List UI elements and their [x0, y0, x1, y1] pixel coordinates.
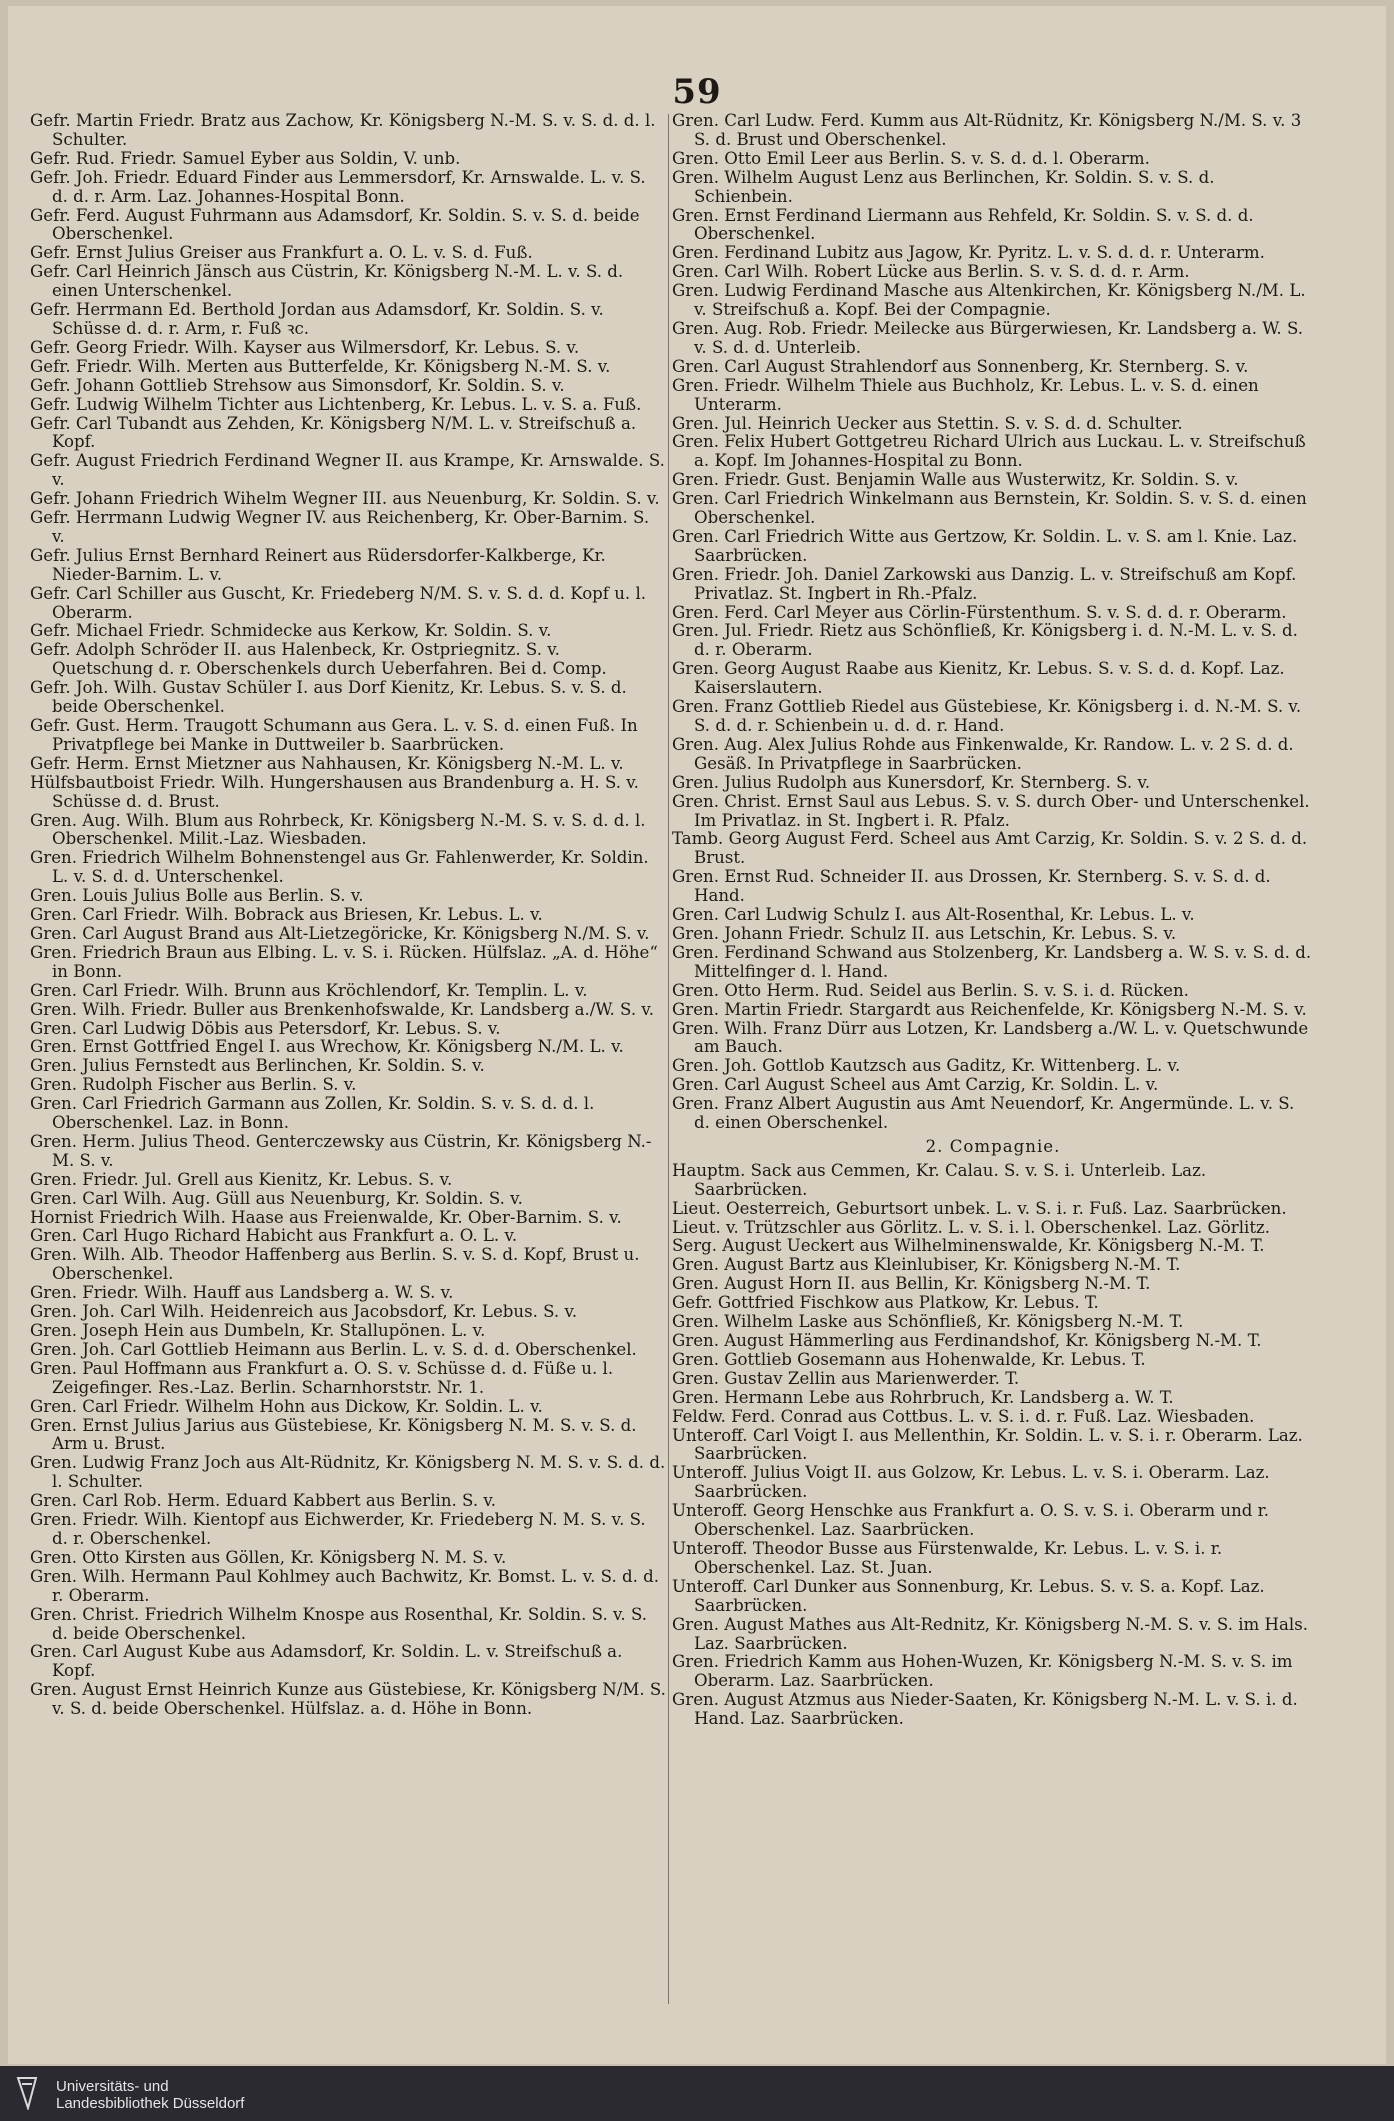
list-entry: Gefr. Herm. Ernst Mietzner aus Nahhausen, Kr. Königsberg N.-M. L. v.: [30, 753, 624, 773]
list-entry: Gren. Ernst Gottfried Engel I. aus Wrechow, Kr. Königsberg N./M. L. v.: [30, 1037, 624, 1057]
list-entry: Gefr. Joh. Wilh. Gustav Schüler I. aus Dorf Kienitz, Kr. Lebus. S. v. S. d. beide Oberschenkel.: [30, 678, 627, 717]
list-entry: Lieut. v. Trützschler aus Görlitz. L. v. S. i. l. Oberschenkel. Laz. Görlitz.: [672, 1217, 1271, 1237]
list-entry: Hornist Friedrich Wilh. Haase aus Freienwalde, Kr. Ober-Barnim. S. v.: [30, 1207, 622, 1227]
list-entry: Gefr. August Friedrich Ferdinand Wegner II. aus Krampe, Kr. Arnswalde. S. v.: [30, 451, 665, 490]
list-entry: Gefr. Carl Heinrich Jänsch aus Cüstrin, Kr. Königsberg N.-M. L. v. S. d. einen Unterschenkel.: [30, 262, 624, 301]
list-entry: Gren. Friedrich Kamm aus Hohen-Wuzen, Kr. Königsberg N.-M. S. v. S. im Oberarm. Laz. Saarbrücken.: [672, 1652, 1293, 1691]
list-entry: Gren. Ludwig Ferdinand Masche aus Altenkirchen, Kr. Königsberg N./M. L. v. Streifschuß a. Kopf. Bei der Compagnie.: [672, 281, 1306, 320]
list-entry: Gren. Carl Rob. Herm. Eduard Kabbert aus Berlin. S. v.: [30, 1491, 497, 1511]
footer-line-2: Landesbibliothek Düsseldorf: [56, 2095, 245, 2112]
list-entry: Gren. Carl Wilh. Robert Lücke aus Berlin. S. v. S. d. d. r. Arm.: [672, 262, 1190, 282]
column-divider: [668, 114, 669, 2004]
list-entry: Gren. Carl Hugo Richard Habicht aus Frankfurt a. O. L. v.: [30, 1226, 518, 1246]
list-entry: Gefr. Georg Friedr. Wilh. Kayser aus Wilmersdorf, Kr. Lebus. S. v.: [30, 337, 580, 357]
list-entry: Gren. Christ. Ernst Saul aus Lebus. S. v. S. durch Ober- und Unterschenkel. Im Privatlaz. in St. Ingbert i. R. Pfalz.: [672, 791, 1310, 830]
list-entry: Gren. Gustav Zellin aus Marienwerder. T.: [672, 1368, 1020, 1388]
list-entry: Gren. Otto Emil Leer aus Berlin. S. v. S. d. d. l. Oberarm.: [672, 148, 1150, 168]
list-entry: Gren. Carl Friedrich Garmann aus Zollen, Kr. Soldin. S. v. S. d. d. l. Oberschenkel. Laz. in Bonn.: [30, 1094, 595, 1133]
list-entry: Gren. Jul. Friedr. Rietz aus Schönfließ, Kr. Königsberg i. d. N.-M. L. v. S. d. d. r. Oberarm.: [672, 621, 1298, 660]
list-entry: Gefr. Carl Schiller aus Guscht, Kr. Friedeberg N/M. S. v. S. d. d. Kopf u. l. Oberarm.: [30, 583, 647, 622]
list-entry: Gren. August Hämmerling aus Ferdinandshof, Kr. Königsberg N.-M. T.: [672, 1331, 1262, 1350]
list-entry: Gren. August Horn II. aus Bellin, Kr. Königsberg N.-M. T.: [672, 1274, 1151, 1294]
list-entry: Gren. Aug. Wilh. Blum aus Rohrbeck, Kr. Königsberg N.-M. S. v. S. d. d. l. Oberschenkel. Milit.-Laz. Wiesbaden.: [30, 810, 646, 849]
list-entry: Serg. August Ueckert aus Wilhelminenswalde, Kr. Königsberg N.-M. T.: [672, 1236, 1265, 1256]
list-entry: Feldw. Ferd. Conrad aus Cottbus. L. v. S. i. d. r. Fuß. Laz. Wiesbaden.: [672, 1406, 1255, 1426]
list-entry: Gren. Aug. Rob. Friedr. Meilecke aus Bürgerwiesen, Kr. Landsberg a. W. S. v. S. d. d. Unterleib.: [672, 318, 1304, 357]
list-entry: Gefr. Friedr. Wilh. Merten aus Butterfelde, Kr. Königsberg N.-M. S. v.: [30, 356, 611, 376]
list-entry: Gefr. Ferd. August Fuhrmann aus Adamsdorf, Kr. Soldin. S. v. S. d. beide Oberschenkel.: [30, 205, 640, 244]
list-entry: Gren. Joseph Hein aus Dumbeln, Kr. Stallupönen. L. v.: [30, 1321, 486, 1340]
list-entry: Gefr. Gust. Herm. Traugott Schumann aus Gera. L. v. S. d. einen Fuß. In Privatpflege bei Manke in Duttweiler b. Saarbrücken.: [30, 716, 638, 754]
list-entry: Unteroff. Carl Dunker aus Sonnenburg, Kr. Lebus. S. v. S. a. Kopf. Laz. Saarbrücken.: [672, 1576, 1265, 1615]
list-entry: Hauptm. Sack aus Cemmen, Kr. Calau. S. v. S. i. Unterleib. Laz. Saarbrücken.: [672, 1160, 1207, 1199]
list-entry: Gefr. Michael Friedr. Schmidecke aus Kerkow, Kr. Soldin. S. v.: [30, 621, 552, 641]
list-entry: Gren. Carl Friedr. Wilh. Brunn aus Kröchlendorf, Kr. Templin. L. v.: [30, 980, 588, 1000]
list-entry: Gren. Friedrich Wilhelm Bohnenstengel aus Gr. Fahlenwerder, Kr. Soldin. L. v. S. d. d. Unterschenkel.: [30, 848, 649, 887]
list-entry: Gren. Wilh. Franz Dürr aus Lotzen, Kr. Landsberg a./W. L. v. Quetschwunde am Bauch.: [672, 1018, 1309, 1057]
list-entry: Gren. August Ernst Heinrich Kunze aus Güstebiese, Kr. Königsberg N/M. S. v. S. d. beide Oberschenkel. Hülfslaz. a. d. Höhe in Bonn.: [30, 1680, 666, 1719]
list-entry: Gren. Georg August Raabe aus Kienitz, Kr. Lebus. S. v. S. d. d. Kopf. Laz. Kaiserslautern.: [672, 659, 1285, 698]
list-entry: Gren. Friedr. Wilh. Kientopf aus Eichwerder, Kr. Friedeberg N. M. S. v. S. d. r. Oberschenkel.: [30, 1510, 646, 1548]
list-entry: Unteroff. Theodor Busse aus Fürstenwalde, Kr. Lebus. L. v. S. i. r. Oberschenkel. Laz. St. Juan.: [672, 1538, 1223, 1577]
list-entry: Gren. Carl Ludwig Döbis aus Petersdorf, Kr. Lebus. S. v.: [30, 1018, 501, 1038]
list-entry: Gren. Friedr. Wilh. Hauff aus Landsberg a. W. S. v.: [30, 1283, 454, 1303]
list-entry: Gren. Hermann Lebe aus Rohrbruch, Kr. Landsberg a. W. T.: [672, 1387, 1174, 1407]
list-entry: Gren. Christ. Friedrich Wilhelm Knospe aus Rosenthal, Kr. Soldin. S. v. S. d. beide Oberschenkel.: [30, 1604, 647, 1643]
list-entry: Gren. Carl Wilh. Aug. Güll aus Neuenburg, Kr. Soldin. S. v.: [30, 1188, 523, 1208]
list-entry: Gefr. Rud. Friedr. Samuel Eyber aus Soldin, V. unb.: [30, 148, 461, 168]
list-entry: Gren. Carl Friedr. Wilh. Bobrack aus Briesen, Kr. Lebus. L. v.: [30, 905, 543, 925]
list-entry: Gefr. Joh. Friedr. Eduard Finder aus Lemmersdorf, Kr. Arnswalde. L. v. S. d. d. r. Arm. Laz. Johannes-Hospital Bonn.: [30, 167, 646, 206]
list-entry: Gren. Franz Gottlieb Riedel aus Güstebiese, Kr. Königsberg i. d. N.-M. S. v. S. d. d. r. Schienbein u. d. d. r. Hand.: [672, 697, 1302, 735]
list-entry: Gren. Paul Hoffmann aus Frankfurt a. O. S. v. Schüsse d. d. Füße u. l. Zeigefinger. Res.-Laz. Berlin. Scharnhorststr. Nr. 1.: [30, 1358, 614, 1397]
right-column-part2: [672, 1162, 1314, 1729]
left-column: [30, 112, 666, 1719]
list-entry: Gren. Julius Fernstedt aus Berlinchen, Kr. Soldin. S. v.: [30, 1056, 485, 1076]
scanned-page: [8, 6, 1386, 2064]
list-entry: Gren. Carl August Scheel aus Amt Carzig, Kr. Soldin. L. v.: [672, 1075, 1159, 1095]
list-entry: Unteroff. Julius Voigt II. aus Golzow, Kr. Lebus. L. v. S. i. Oberarm. Laz. Saarbrücken.: [672, 1463, 1270, 1502]
list-entry: Gren. Friedr. Gust. Benjamin Walle aus Wusterwitz, Kr. Soldin. S. v.: [672, 470, 1239, 490]
footer-text: [56, 2078, 244, 2112]
list-entry: Gren. Wilh. Alb. Theodor Haffenberg aus Berlin. S. v. S. d. Kopf, Brust u. Oberschenkel.: [30, 1245, 640, 1284]
list-entry: Gren. Joh. Carl Wilh. Heidenreich aus Jacobsdorf, Kr. Lebus. S. v.: [30, 1302, 578, 1322]
list-entry: Gefr. Julius Ernst Bernhard Reinert aus Rüdersdorfer-Kalkberge, Kr. Nieder-Barnim. L. v.: [30, 545, 606, 584]
list-entry: Unteroff. Carl Voigt I. aus Mellenthin, Kr. Soldin. L. v. S. i. r. Oberarm. Laz. Saarbrücken.: [672, 1425, 1303, 1464]
list-entry: Gren. August Atzmus aus Nieder-Saaten, Kr. Königsberg N.-M. L. v. S. i. d. Hand. Laz. Saarbrücken.: [672, 1690, 1298, 1729]
list-entry: Gren. August Bartz aus Kleinlubiser, Kr. Königsberg N.-M. T.: [672, 1255, 1181, 1275]
list-entry: Tamb. Georg August Ferd. Scheel aus Amt Carzig, Kr. Soldin. S. v. 2 S. d. d. Brust.: [672, 829, 1308, 868]
list-entry: Gren. Carl August Kube aus Adamsdorf, Kr. Soldin. L. v. Streifschuß a. Kopf.: [30, 1642, 623, 1681]
list-entry: Gren. Joh. Gottlob Kautzsch aus Gaditz, Kr. Wittenberg. L. v.: [672, 1056, 1181, 1076]
list-entry: Gren. Julius Rudolph aus Kunersdorf, Kr. Sternberg. S. v.: [672, 772, 1151, 792]
list-entry: Gren. Friedr. Wilhelm Thiele aus Buchholz, Kr. Lebus. L. v. S. d. einen Unterarm.: [672, 375, 1259, 414]
list-entry: Gren. Franz Albert Augustin aus Amt Neuendorf, Kr. Angermünde. L. v. S. d. einen Oberschenkel.: [672, 1094, 1295, 1133]
list-entry: Gren. Jul. Heinrich Uecker aus Stettin. S. v. S. d. d. Schulter.: [672, 413, 1183, 433]
list-entry: Gren. Gottlieb Gosemann aus Hohenwalde, Kr. Lebus. T.: [672, 1349, 1146, 1369]
list-entry: Gefr. Ernst Julius Greiser aus Frankfurt a. O. L. v. S. d. Fuß.: [30, 243, 533, 263]
list-entry: Gren. Rudolph Fischer aus Berlin. S. v.: [30, 1075, 357, 1095]
list-entry: Gren. Joh. Carl Gottlieb Heimann aus Berlin. L. v. S. d. d. Oberschenkel.: [30, 1339, 637, 1359]
list-entry: Hülfsbautboist Friedr. Wilh. Hungershausen aus Brandenburg a. H. S. v. Schüsse d. d. Brust.: [30, 772, 639, 811]
page-number: 59: [672, 72, 722, 112]
list-entry: Gefr. Herrmann Ludwig Wegner IV. aus Reichenberg, Kr. Ober-Barnim. S. v.: [30, 508, 650, 546]
list-entry: Gren. Carl Friedrich Witte aus Gertzow, Kr. Soldin. L. v. S. am l. Knie. Laz. Saarbrücken.: [672, 526, 1298, 565]
section-heading: 2. Compagnie.: [925, 1136, 1061, 1156]
list-entry: Gren. Friedr. Joh. Daniel Zarkowski aus Danzig. L. v. Streifschuß am Kopf. Privatlaz. St. Ingbert in Rh.-Pfalz.: [672, 564, 1297, 603]
list-entry: Gefr. Johann Gottlieb Strehsow aus Simonsdorf, Kr. Soldin. S. v.: [30, 375, 565, 395]
list-entry: Gren. Johann Friedr. Schulz II. aus Letschin, Kr. Lebus. S. v.: [672, 923, 1177, 943]
list-entry: Gefr. Gottfried Fischkow aus Platkow, Kr. Lebus. T.: [672, 1293, 1099, 1313]
list-entry: Gren. Ernst Ferdinand Liermann aus Rehfeld, Kr. Soldin. S. v. S. d. d. Oberschenkel.: [672, 205, 1254, 244]
list-entry: Gren. Ludwig Franz Joch aus Alt-Rüdnitz, Kr. Königsberg N. M. S. v. S. d. d. l. Schulter.: [30, 1453, 666, 1492]
list-entry: Gren. Otto Herm. Rud. Seidel aus Berlin. S. v. S. i. d. Rücken.: [672, 980, 1189, 1000]
footer-line-1: Universitäts- und: [56, 2078, 169, 2095]
list-entry: Gren. Ferdinand Schwand aus Stolzenberg, Kr. Landsberg a. W. S. v. S. d. d. Mittelfinger d. l. Hand.: [672, 942, 1312, 981]
list-entry: Gren. Martin Friedr. Stargardt aus Reichenfelde, Kr. Königsberg N.-M. S. v.: [672, 999, 1307, 1019]
footer-bar: [0, 2066, 1394, 2121]
right-column: [672, 112, 1314, 1729]
list-entry: Gren. Friedr. Jul. Grell aus Kienitz, Kr. Lebus. S. v.: [30, 1169, 453, 1189]
list-entry: Gren. Carl Friedrich Winkelmann aus Bernstein, Kr. Soldin. S. v. S. d. einen Oberschenkel.: [672, 489, 1307, 528]
list-entry: Gren. Carl Ludw. Ferd. Kumm aus Alt-Rüdnitz, Kr. Königsberg N./M. S. v. 3 S. d. Brust und Oberschenkel.: [672, 111, 1302, 149]
list-entry: Gren. Felix Hubert Gottgetreu Richard Ulrich aus Luckau. L. v. Streifschuß a. Kopf. Im Johannes-Hospital zu Bonn.: [672, 432, 1306, 471]
list-entry: Gren. Otto Kirsten aus Göllen, Kr. Königsberg N. M. S. v.: [30, 1547, 507, 1567]
list-entry: Gren. Carl Ludwig Schulz I. aus Alt-Rosenthal, Kr. Lebus. L. v.: [672, 905, 1195, 925]
list-entry: Lieut. Oesterreich, Geburtsort unbek. L. v. S. i. r. Fuß. Laz. Saarbrücken.: [672, 1198, 1287, 1218]
list-entry: Gren. Ernst Julius Jarius aus Güstebiese, Kr. Königsberg N. M. S. v. S. d. Arm u. Brust.: [30, 1415, 637, 1454]
list-entry: Gren. Herm. Julius Theod. Genterczewsky aus Cüstrin, Kr. Königsberg N.-M. S. v.: [30, 1131, 652, 1170]
list-entry: Gren. Wilhelm Laske aus Schönfließ, Kr. Königsberg N.-M. T.: [672, 1312, 1184, 1332]
list-entry: Gefr. Ludwig Wilhelm Tichter aus Lichtenberg, Kr. Lebus. L. v. S. a. Fuß.: [30, 394, 642, 414]
library-logo-icon: [14, 2076, 40, 2110]
list-entry: Gren. Wilhelm August Lenz aus Berlinchen, Kr. Soldin. S. v. S. d. Schienbein.: [672, 167, 1215, 206]
list-entry: Gren. Ernst Rud. Schneider II. aus Drossen, Kr. Sternberg. S. v. S. d. d. Hand.: [672, 867, 1271, 906]
list-entry: Unteroff. Georg Henschke aus Frankfurt a. O. S. v. S. i. Oberarm und r. Oberschenkel. Laz. Saarbrücken.: [672, 1501, 1270, 1540]
list-entry: Gren. Friedrich Braun aus Elbing. L. v. S. i. Rücken. Hülfslaz. „A. d. Höhe“ in Bonn.: [30, 942, 658, 981]
list-entry: Gren. Ferd. Carl Meyer aus Cörlin-Fürstenthum. S. v. S. d. d. r. Oberarm.: [672, 602, 1287, 622]
list-entry: Gren. Wilh. Friedr. Buller aus Brenkenhofswalde, Kr. Landsberg a./W. S. v.: [30, 999, 655, 1019]
list-entry: Gren. Louis Julius Bolle aus Berlin. S. v.: [30, 886, 364, 906]
right-column-part1: [672, 112, 1314, 1133]
list-entry: Gren. Aug. Alex Julius Rohde aus Finkenwalde, Kr. Randow. L. v. 2 S. d. d. Gesäß. In Privatpflege in Saarbrücken.: [672, 734, 1294, 773]
list-entry: Gren. Ferdinand Lubitz aus Jagow, Kr. Pyritz. L. v. S. d. d. r. Unterarm.: [672, 243, 1265, 263]
list-entry: Gefr. Carl Tubandt aus Zehden, Kr. Königsberg N/M. L. v. Streifschuß a. Kopf.: [30, 413, 637, 452]
list-entry: Gefr. Adolph Schröder II. aus Halenbeck, Kr. Ostpriegnitz. S. v. Quetschung d. r. Oberschenkels durch Ueberfahren. Bei d. Comp.: [30, 640, 607, 679]
list-entry: Gefr. Martin Friedr. Bratz aus Zachow, Kr. Königsberg N.-M. S. v. S. d. d. l. Schulter.: [30, 111, 656, 149]
list-entry: Gefr. Herrmann Ed. Berthold Jordan aus Adamsdorf, Kr. Soldin. S. v. Schüsse d. d. r. Arm, r. Fuß ꝛc.: [30, 300, 604, 338]
list-entry: Gren. Carl Friedr. Wilhelm Hohn aus Dickow, Kr. Soldin. L. v.: [30, 1396, 543, 1416]
list-entry: Gren. Carl August Strahlendorf aus Sonnenberg, Kr. Sternberg. S. v.: [672, 356, 1249, 376]
list-entry: Gren. Carl August Brand aus Alt-Lietzegöricke, Kr. Königsberg N./M. S. v.: [30, 923, 650, 943]
list-entry: Gren. Wilh. Hermann Paul Kohlmey auch Bachwitz, Kr. Bomst. L. v. S. d. d. r. Oberarm.: [30, 1566, 660, 1605]
list-entry: Gren. August Mathes aus Alt-Rednitz, Kr. Königsberg N.-M. S. v. S. im Hals. Laz. Saarbrücken.: [672, 1614, 1309, 1653]
list-entry: Gefr. Johann Friedrich Wihelm Wegner III. aus Neuenburg, Kr. Soldin. S. v.: [30, 489, 660, 509]
